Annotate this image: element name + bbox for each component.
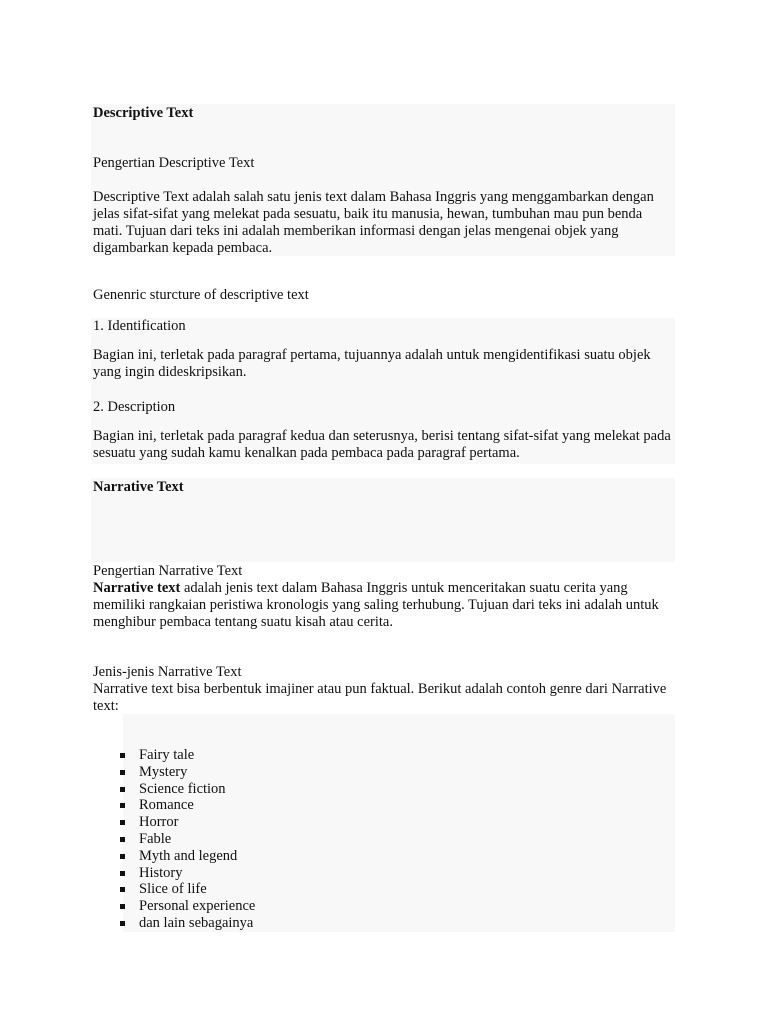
list-item — [93, 814, 255, 831]
narrative-definition-bold: Narrative text — [93, 580, 181, 596]
types-intro: Narrative text bisa berbentuk imajiner atau pun faktual. Berikut adalah contoh genre dari Narrative text: — [93, 681, 667, 714]
bullet-icon — [120, 854, 125, 859]
list-item — [93, 881, 255, 898]
list-item-label: Horror — [139, 814, 179, 831]
bullet-icon — [120, 787, 125, 792]
list-item — [93, 848, 255, 865]
list-item — [93, 747, 255, 764]
descriptive-definition-body: Descriptive Text adalah salah satu jenis text dalam Bahasa Inggris yang menggambarkan dengan jelas sifat-sifat yang melekat pada sesuatu, baik itu manusia, hewan, tumbuhan mau pun benda mati. Tujuan dari teks ini adalah memberikan informasi dengan jelas mengenai objek yang digambarkan kepada pembaca. — [93, 189, 654, 256]
bullet-icon — [120, 803, 125, 808]
bullet-icon — [120, 820, 125, 825]
list-item — [93, 831, 255, 848]
list-item-label: Fable — [139, 830, 172, 847]
descriptive-definition-title: Pengertian Descriptive Text — [93, 155, 255, 171]
description-body: Bagian ini, terletak pada paragraf kedua dan seterusnya, berisi tentang sifat-sifat yang melekat pada sesuatu yang sudah kamu kenalkan pada pembaca pada paragraf pertama. — [93, 428, 671, 461]
list-item-label: History — [139, 864, 183, 881]
types-title: Jenis-jenis Narrative Text — [93, 664, 242, 680]
list-item — [93, 898, 255, 915]
list-item-label: Myth and legend — [139, 847, 238, 864]
list-item-label: Mystery — [139, 763, 188, 780]
bullet-icon — [120, 887, 125, 892]
narrative-heading: Narrative Text — [93, 479, 184, 495]
bullet-icon — [120, 871, 125, 876]
list-item — [93, 915, 255, 932]
list-item-label: Slice of life — [139, 881, 207, 898]
bullet-icon — [120, 770, 125, 775]
list-item-label: Personal experience — [139, 898, 256, 915]
bullet-icon — [120, 921, 125, 926]
list-item-label: Science fiction — [139, 780, 226, 797]
narrative-definition-body — [93, 580, 673, 631]
identification-body: Bagian ini, terletak pada paragraf pertama, tujuannya adalah untuk mengidentifikasi suatu objek yang ingin dideskripsikan. — [93, 347, 651, 380]
descriptive-heading: Descriptive Text — [93, 105, 194, 121]
bullet-icon — [120, 837, 125, 842]
list-item — [93, 764, 255, 781]
list-item-label: dan lain sebagainya — [139, 914, 254, 931]
bullet-icon — [120, 904, 125, 909]
structure-title: Genenric sturcture of descriptive text — [93, 287, 309, 303]
list-item — [93, 865, 255, 882]
list-item — [93, 797, 255, 814]
list-item — [93, 781, 255, 798]
list-item-label: Romance — [139, 797, 194, 814]
narrative-types-list — [93, 747, 255, 932]
narrative-definition-title: Pengertian Narrative Text — [93, 563, 243, 579]
list-item-label: Fairy tale — [139, 747, 195, 763]
bullet-icon — [120, 753, 125, 758]
narrative-definition-rest: adalah jenis text dalam Bahasa Inggris untuk menceritakan suatu cerita yang memiliki rangkaian peristiwa kronologis yang saling terhubung. Tujuan dari teks ini adalah untuk menghibur pembaca tentang suatu kisah atau cerita. — [93, 580, 659, 630]
identification-title: 1. Identification — [93, 318, 186, 334]
description-title: 2. Description — [93, 399, 176, 415]
